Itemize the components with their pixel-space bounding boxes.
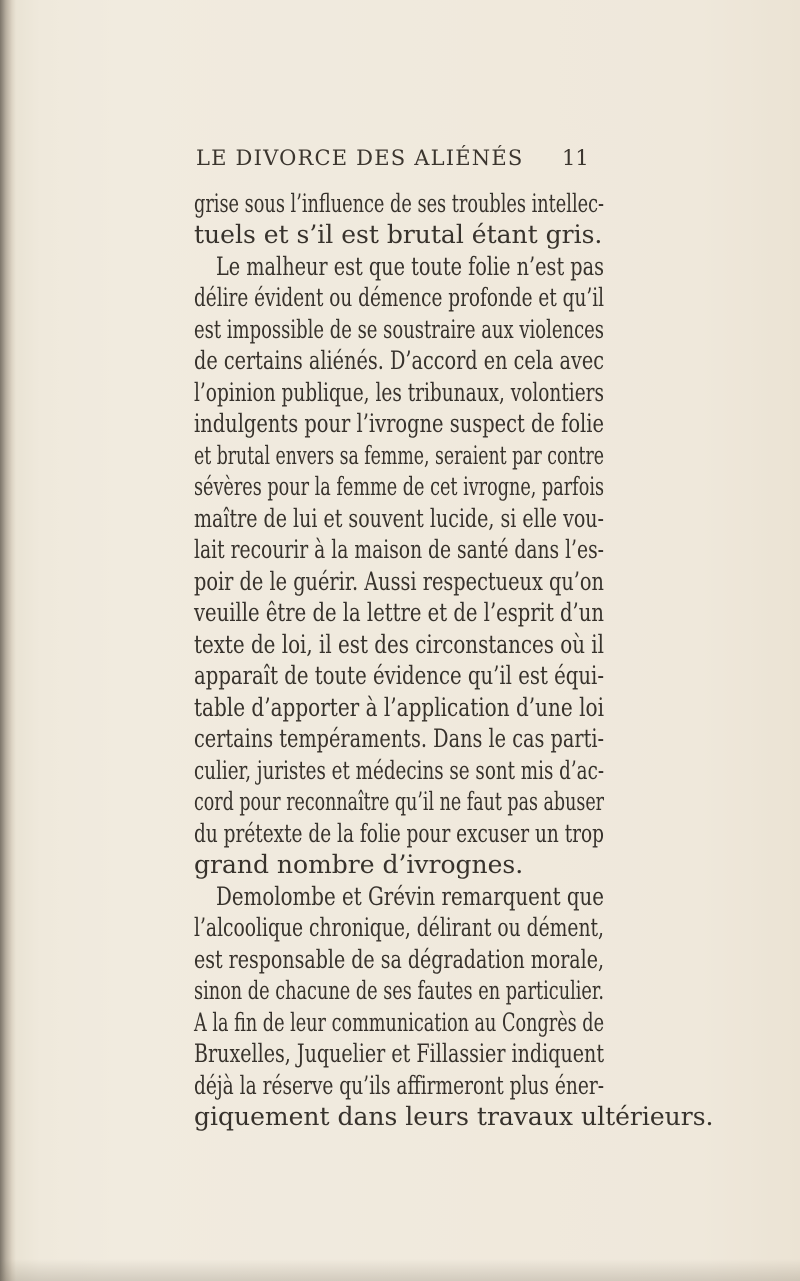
text-line: lait recourir à la maison de santé dans l’es- bbox=[194, 535, 604, 564]
text-line: sinon de chacune de ses fautes en particulier. bbox=[194, 976, 604, 1005]
text-line: est impossible de se soustraire aux violences bbox=[194, 315, 604, 344]
text-line: l’alcoolique chronique, délirant ou dément, bbox=[194, 913, 604, 942]
text-line: déjà la réserve qu’ils affirmeront plus éner- bbox=[194, 1071, 604, 1100]
text-line: tuels et s’il est brutal étant gris. bbox=[194, 220, 603, 249]
text-line: cord pour reconnaître qu’il ne faut pas abuser bbox=[194, 787, 604, 816]
text-line: A la fin de leur communication au Congrès de bbox=[194, 1008, 604, 1037]
text-line: veuille être de la lettre et de l’esprit d’un bbox=[194, 598, 604, 627]
text-line: certains tempéraments. Dans le cas parti- bbox=[194, 724, 604, 753]
page-number: 11 bbox=[562, 146, 589, 170]
text-line: table d’apporter à l’application d’une loi bbox=[194, 693, 604, 722]
text-line: Le malheur est que toute folie n’est pas bbox=[216, 252, 604, 281]
text-line: est responsable de sa dégradation morale, bbox=[194, 945, 604, 974]
running-head bbox=[196, 146, 576, 170]
text-line: Bruxelles, Juquelier et Fillassier indiquent bbox=[194, 1039, 604, 1068]
text-line: grand nombre d’ivrognes. bbox=[194, 850, 524, 879]
text-line: apparaît de toute évidence qu’il est équi- bbox=[194, 661, 604, 690]
text-line: giquement dans leurs travaux ultérieurs. bbox=[194, 1102, 714, 1131]
text-line: Demolombe et Grévin remarquent que bbox=[216, 882, 604, 911]
text-line: maître de lui et souvent lucide, si elle vou- bbox=[194, 504, 604, 533]
text-line: délire évident ou démence profonde et qu’il bbox=[194, 283, 604, 312]
text-line: du prétexte de la folie pour excuser un trop bbox=[194, 819, 604, 848]
spine-shadow bbox=[0, 0, 16, 1281]
text-line: culier, juristes et médecins se sont mis d’ac- bbox=[194, 756, 604, 785]
text-line: grise sous l’influence de ses troubles intellec- bbox=[194, 189, 604, 218]
text-line: de certains aliénés. D’accord en cela avec bbox=[194, 346, 604, 375]
running-title: LE DIVORCE DES ALIÉNÉS bbox=[196, 146, 524, 170]
text-line: sévères pour la femme de cet ivrogne, parfois bbox=[194, 472, 604, 501]
text-line: l’opinion publique, les tribunaux, volontiers bbox=[194, 378, 604, 407]
text-line: texte de loi, il est des circonstances où il bbox=[194, 630, 604, 659]
text-line: indulgents pour l’ivrogne suspect de folie bbox=[194, 409, 604, 438]
text-line: et brutal envers sa femme, seraient par contre bbox=[194, 441, 604, 470]
page-bottom-shadow bbox=[0, 1259, 800, 1281]
text-line: poir de le guérir. Aussi respectueux qu’on bbox=[194, 567, 604, 596]
